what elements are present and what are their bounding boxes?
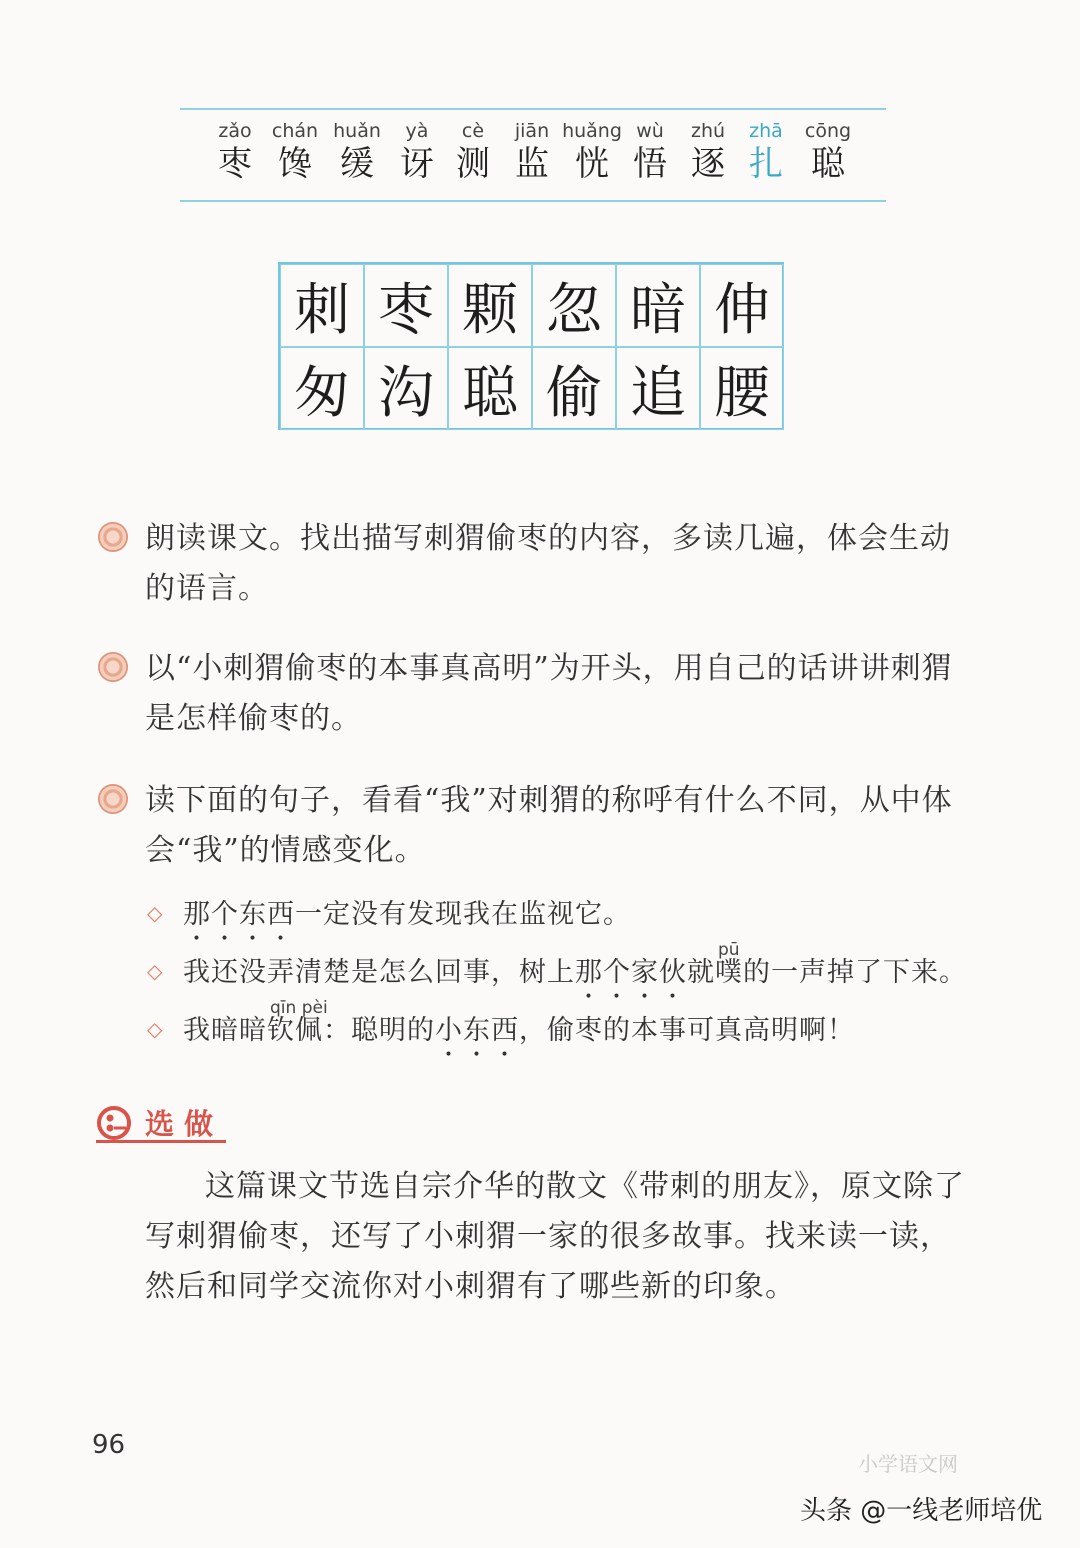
watermark-faint: 小学语文网 <box>858 1452 958 1476</box>
pinyin: yà <box>405 120 429 142</box>
pinyin: chán <box>271 120 319 142</box>
emphasis-char: 小 <box>435 1015 463 1046</box>
emphasis-text <box>435 1015 519 1046</box>
recognize-item-highlighted <box>731 118 801 184</box>
emphasis-char: 个 <box>603 957 631 988</box>
grid-cell <box>448 347 532 430</box>
question-text: 读下面的句子，看看“我”对刺猬的称呼有什么不同，从中体会“我”的情感变化。 <box>145 783 953 868</box>
sentence-text: 噗 <box>715 957 743 988</box>
grid-char: 沟 <box>378 360 434 426</box>
emphasis-char: 个 <box>211 899 239 930</box>
grid-cell <box>700 264 784 347</box>
optional-task-icon <box>96 1105 136 1141</box>
grid-cell <box>532 264 616 347</box>
example-sentence <box>183 897 631 933</box>
grid-char: 忽 <box>546 277 602 343</box>
hanzi: 逐 <box>691 144 725 184</box>
sentence-text: ，偷枣的本事可真高明啊！ <box>519 1015 855 1046</box>
grid-char: 偷 <box>546 360 602 426</box>
pinyin: huǎn <box>333 120 381 142</box>
band-top-line <box>180 108 886 110</box>
grid-cell <box>616 264 700 347</box>
hanzi: 扎 <box>749 144 783 184</box>
grid-cell <box>280 347 364 430</box>
grid-char: 枣 <box>378 277 434 343</box>
sentence-text: 我还没弄清楚是怎么回事，树上 <box>183 957 575 988</box>
sentence-text: 我暗暗 <box>183 1015 267 1046</box>
grid-char: 伸 <box>714 277 770 343</box>
pinyin: cè <box>461 120 485 142</box>
sentence-text: 的一声掉了下来。 <box>743 957 967 988</box>
sentence-text: ：聪明的 <box>323 1015 435 1046</box>
pinyin: jiān <box>514 120 550 142</box>
hanzi: 聪 <box>811 144 845 184</box>
pinyin: wù <box>636 120 664 142</box>
recognize-item <box>260 118 330 184</box>
pinyin: zhú <box>690 120 726 142</box>
hanzi: 缓 <box>340 144 374 184</box>
pinyin: zhā <box>749 120 783 142</box>
watermark: 头条 @一线老师培优 <box>800 1496 1043 1526</box>
emphasis-char: 家 <box>631 957 659 988</box>
diamond-bullet-icon: ◇ <box>147 901 163 925</box>
grid-char: 颗 <box>462 277 518 343</box>
grid-cell <box>616 347 700 430</box>
emphasis-text <box>183 899 295 930</box>
question-text: 以“小刺猬偷枣的本事真高明”为开头，用自己的话讲讲刺猬是怎样偷枣的。 <box>145 651 953 736</box>
grid-cell <box>532 347 616 430</box>
example-sentence <box>183 1013 855 1049</box>
question-bullet-icon <box>98 784 128 814</box>
question-text: 朗读课文。找出描写刺猬偷枣的内容，多读几遍，体会生动的语言。 <box>145 521 951 606</box>
emphasis-char: 西 <box>267 899 295 930</box>
question-bullet-icon <box>98 522 128 552</box>
grid-cell <box>364 347 448 430</box>
question-bullet-icon <box>98 652 128 682</box>
optional-text <box>145 1162 970 1312</box>
emphasis-char: 那 <box>183 899 211 930</box>
recognize-item <box>793 118 863 184</box>
pinyin: cōng <box>804 120 852 142</box>
grid-cell <box>280 264 364 347</box>
grid-char: 聪 <box>462 360 518 426</box>
emphasis-char: 伙 <box>659 957 687 988</box>
diamond-bullet-icon: ◇ <box>147 959 163 983</box>
hanzi: 枣 <box>218 144 252 184</box>
optional-title: 选做 <box>145 1107 224 1141</box>
band-bottom-line <box>180 200 886 202</box>
emphasis-char: 那 <box>575 957 603 988</box>
grid-char: 刺 <box>294 277 350 343</box>
optional-title-underline <box>96 1140 226 1143</box>
grid-char: 腰 <box>714 360 770 426</box>
pinyin: zǎo <box>218 120 252 142</box>
optional-paragraph: 这篇课文节选自宗介华的散文《带刺的朋友》，原文除了写刺猬偷枣，还写了小刺猬一家的很多故事。找来读一读，然后和同学交流你对小刺猬有了哪些新的印象。 <box>145 1169 965 1304</box>
hanzi: 测 <box>456 144 490 184</box>
emphasis-char: 东 <box>239 899 267 930</box>
grid-cell <box>448 264 532 347</box>
emphasis-text <box>575 957 687 988</box>
hanzi: 讶 <box>400 144 434 184</box>
pinyin: huǎng <box>562 120 622 142</box>
hanzi: 馋 <box>278 144 312 184</box>
pinyin-annotation: pū <box>718 940 740 960</box>
example-sentence <box>183 955 967 991</box>
sentence-text: 钦佩 <box>267 1015 323 1046</box>
emphasis-char: 东 <box>463 1015 491 1046</box>
hanzi: 悟 <box>633 144 667 184</box>
grid-cell <box>700 347 784 430</box>
grid-char: 暗 <box>630 277 686 343</box>
writing-grid <box>278 262 784 430</box>
pinyin-annotation: qīn pèi <box>270 998 328 1018</box>
hanzi: 监 <box>515 144 549 184</box>
emphasis-char: 西 <box>491 1015 519 1046</box>
sentence-text: 一定没有发现我在监视它。 <box>295 899 631 930</box>
grid-char: 匆 <box>294 360 350 426</box>
grid-cell <box>364 264 448 347</box>
page-number: 96 <box>92 1430 126 1460</box>
hanzi: 恍 <box>575 144 609 184</box>
diamond-bullet-icon: ◇ <box>147 1017 163 1041</box>
sentence-text: 就 <box>687 957 715 988</box>
grid-char: 追 <box>630 360 686 426</box>
